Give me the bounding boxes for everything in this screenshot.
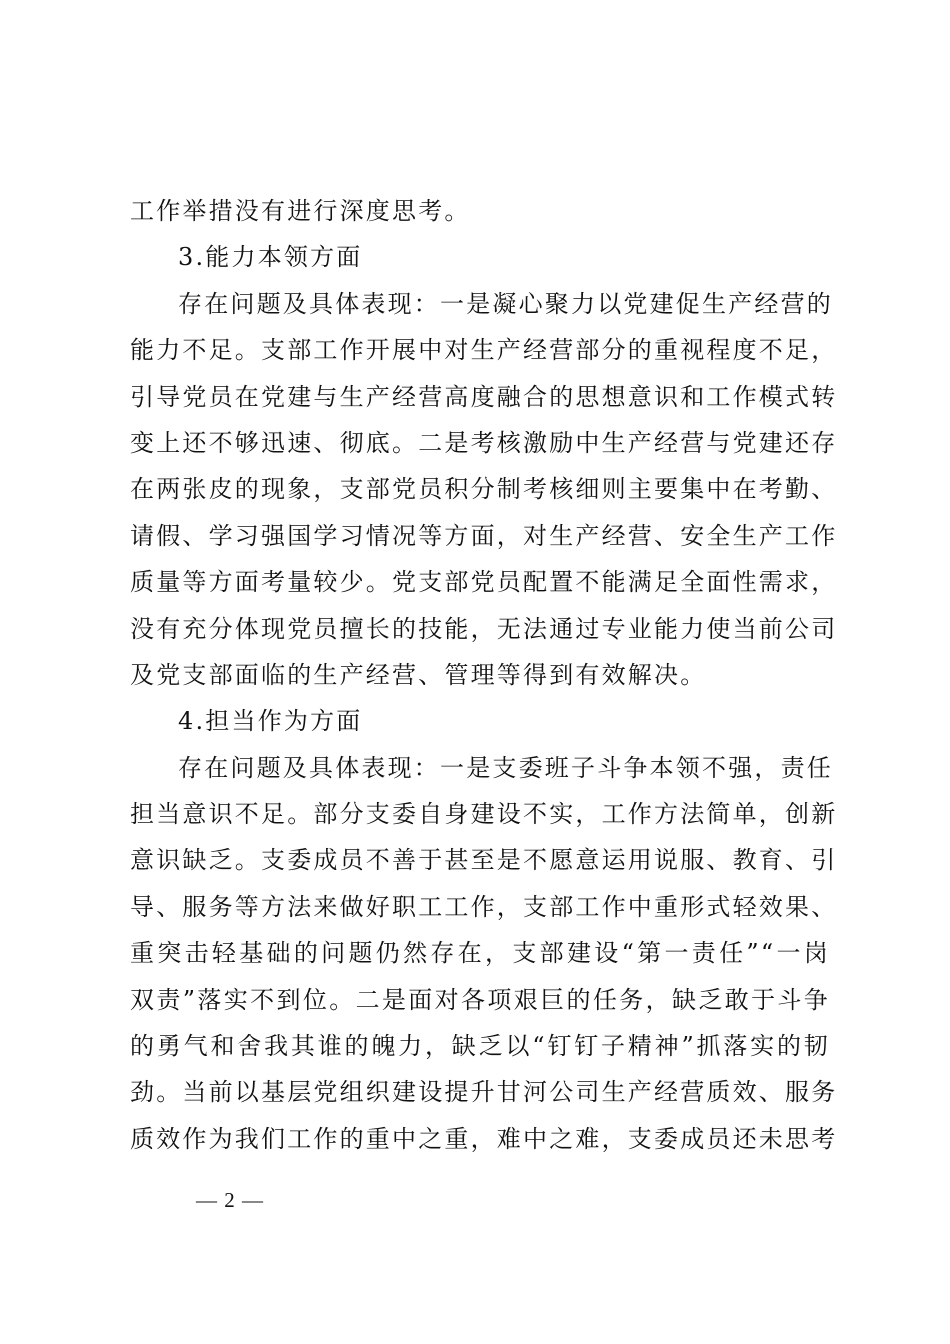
paragraph-line: 意识缺乏。支委成员不善于甚至是不愿意运用说服、教育、引 [130, 846, 838, 875]
paragraph-line: 双责”落实不到位。二是面对各项艰巨的任务，缺乏敢于斗争 [130, 985, 830, 1014]
paragraph-line: 劲。当前以基层党组织建设提升甘河公司生产经营质效、服务 [130, 1078, 838, 1107]
paragraph-line: 导、服务等方法来做好职工工作，支部工作中重形式轻效果、 [130, 892, 838, 921]
section-heading-responsibility: 4.担当作为方面 [178, 707, 363, 736]
paragraph-line: 存在问题及具体表现：一是凝心聚力以党建促生产经营的 [178, 289, 833, 318]
section-heading-ability: 3.能力本领方面 [178, 243, 363, 272]
paragraph-line: 存在问题及具体表现：一是支委班子斗争本领不强，责任 [178, 753, 833, 782]
paragraph-line: 没有充分体现党员擅长的技能，无法通过专业能力使当前公司 [130, 614, 838, 643]
paragraph-line: 在两张皮的现象，支部党员积分制考核细则主要集中在考勤、 [130, 475, 838, 504]
paragraph-line: 引导党员在党建与生产经营高度融合的思想意识和工作模式转 [130, 382, 838, 411]
paragraph-line: 能力不足。支部工作开展中对生产经营部分的重视程度不足， [130, 336, 838, 365]
paragraph-line: 重突击轻基础的问题仍然存在，支部建设“第一责任”“一岗 [130, 939, 830, 968]
paragraph-line: 及党支部面临的生产经营、管理等得到有效解决。 [130, 660, 707, 689]
paragraph-line: 变上还不够迅速、彻底。二是考核激励中生产经营与党建还存 [130, 428, 838, 457]
paragraph-line: 的勇气和舍我其谁的魄力，缺乏以“钉钉子精神”抓落实的韧 [130, 1032, 830, 1061]
paragraph-line: 担当意识不足。部分支委自身建设不实，工作方法简单，创新 [130, 800, 838, 829]
paragraph-line: 质量等方面考量较少。党支部党员配置不能满足全面性需求， [130, 568, 838, 597]
document-body [130, 188, 838, 1162]
paragraph-line: 工作举措没有进行深度思考。 [130, 197, 471, 225]
paragraph-line: 质效作为我们工作的重中之重，难中之难，支委成员还未思考 [130, 1124, 838, 1153]
paragraph-line: 请假、学习强国学习情况等方面，对生产经营、安全生产工作 [130, 521, 838, 550]
page-number: — 2 — [196, 1188, 264, 1212]
